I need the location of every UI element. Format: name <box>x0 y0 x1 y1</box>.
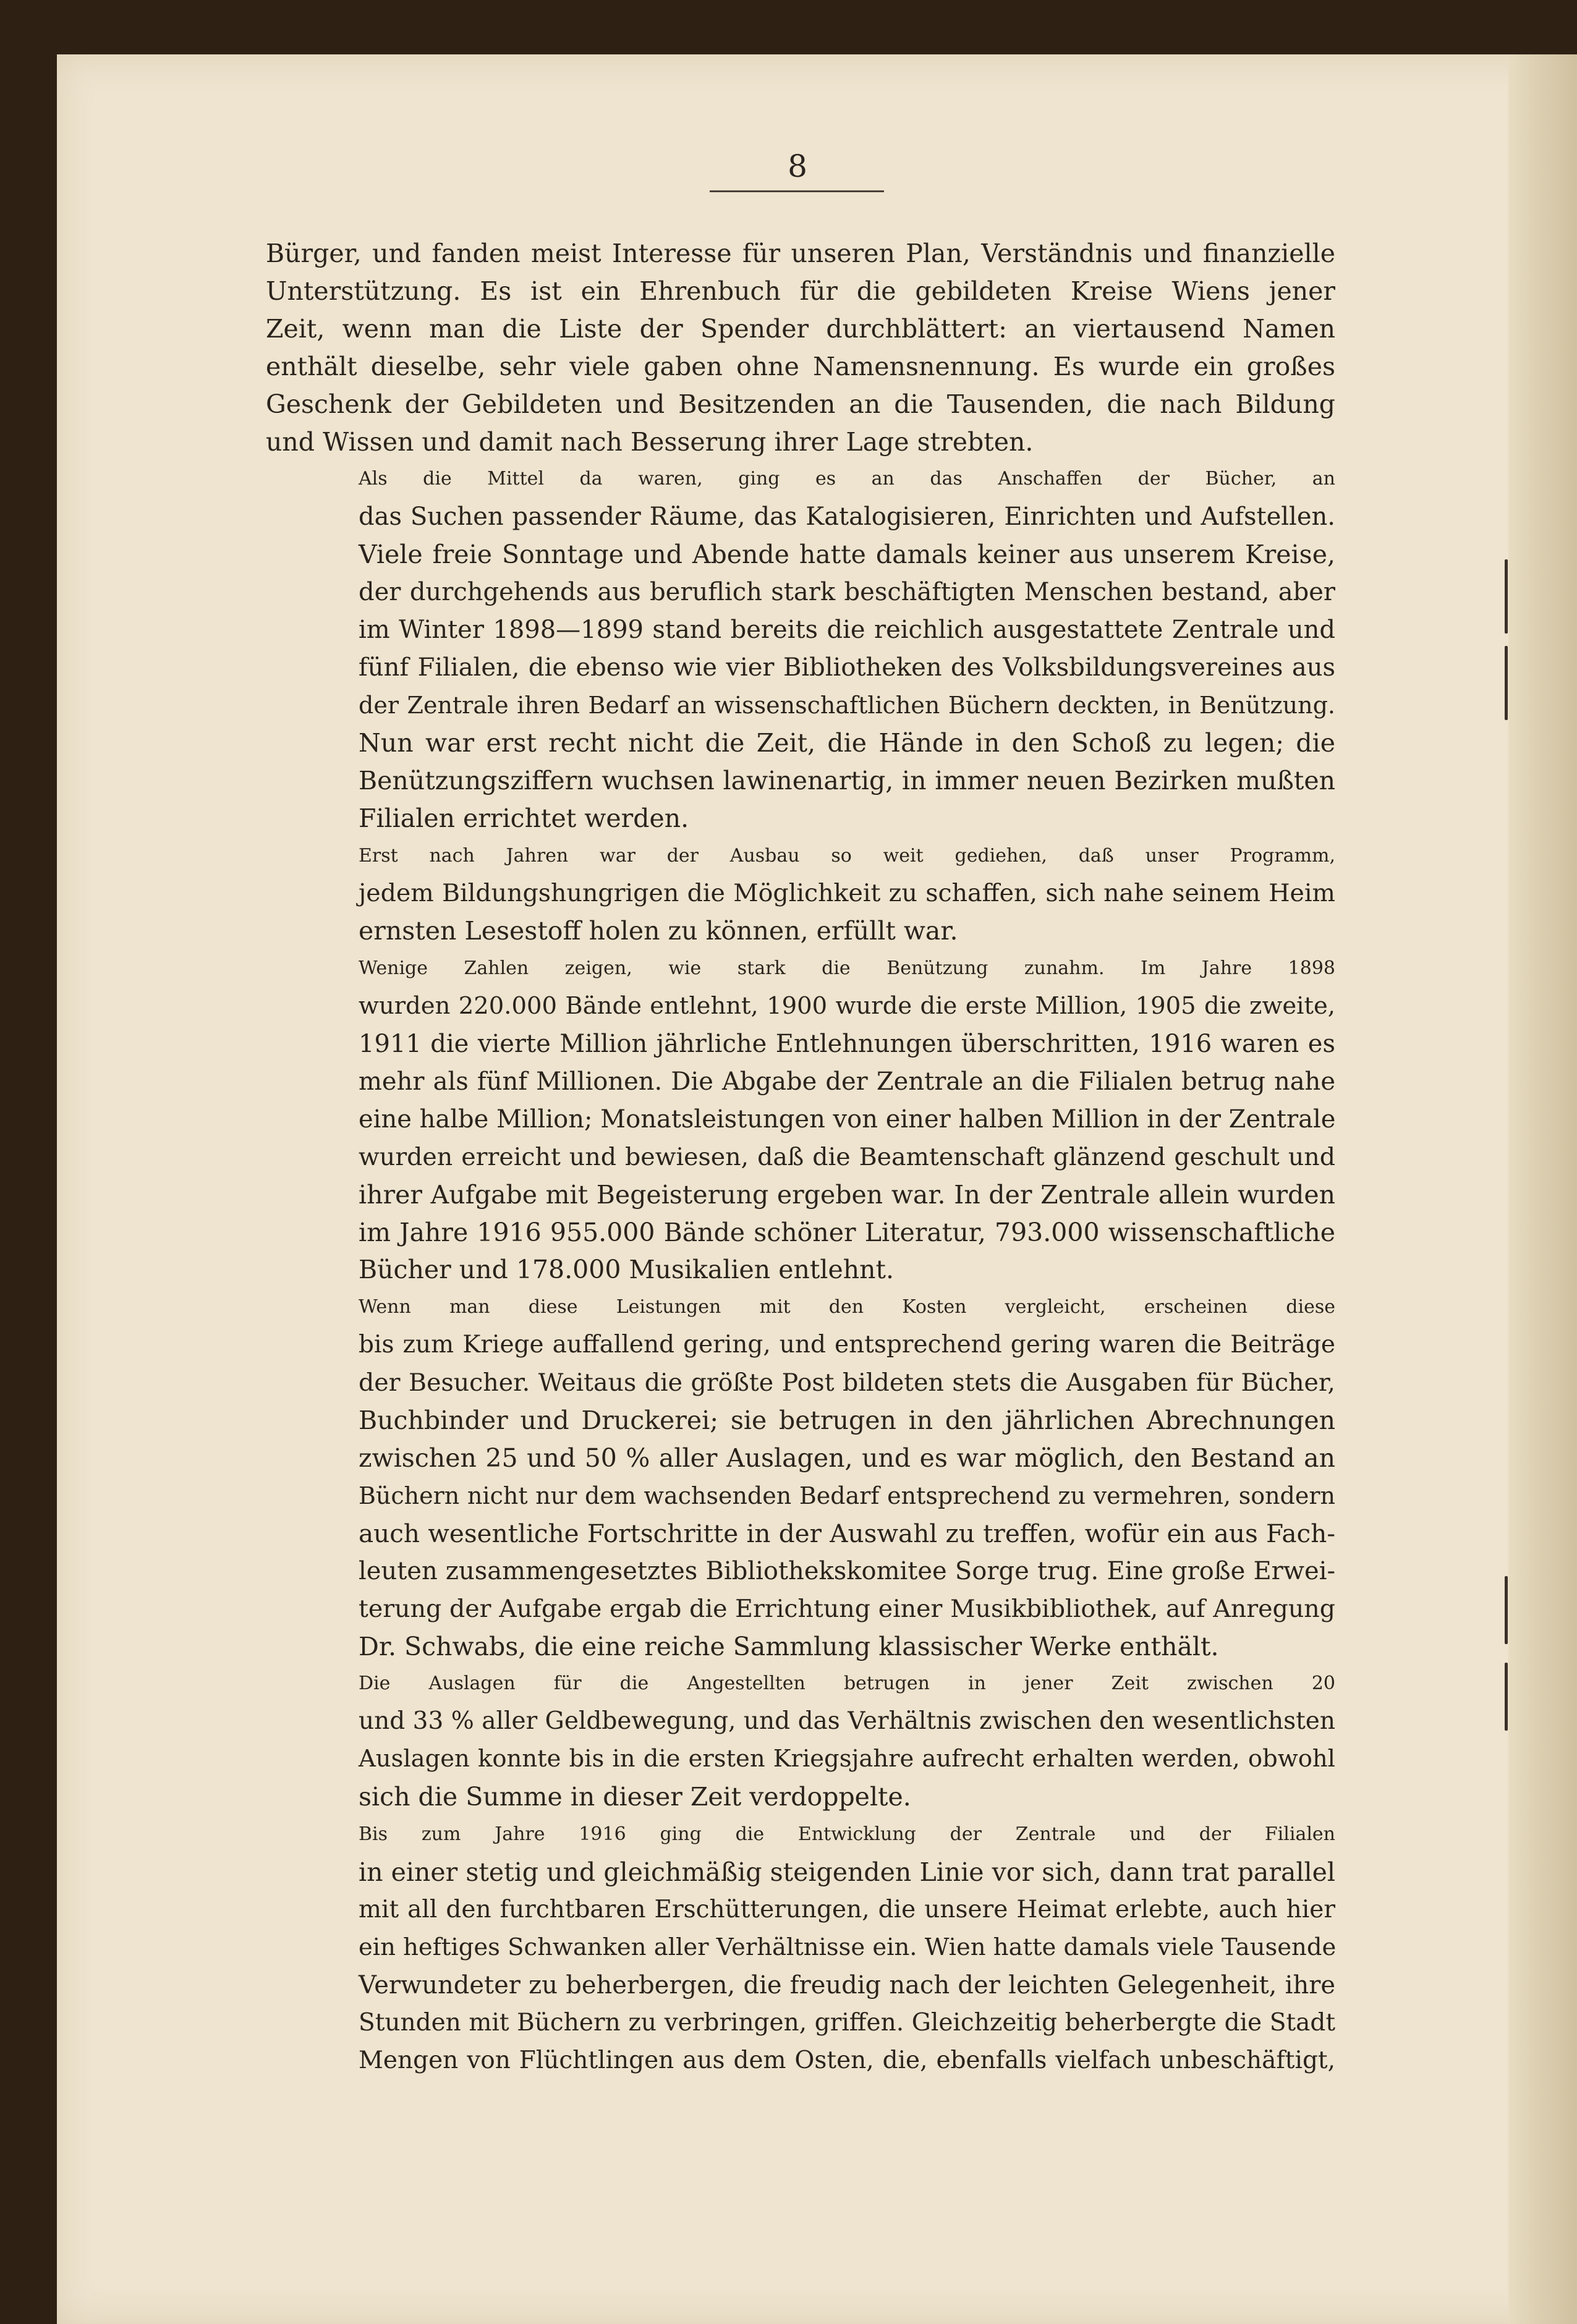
text-line: Die Auslagen für die Angestellten betrugen in jener Zeit zwischen 20 <box>359 1673 1335 1695</box>
text-line: Geschenk der Gebildeten und Besitzenden an die Tausenden, die nach Bildung <box>266 389 1335 419</box>
text-line: im Winter 1898—1899 stand bereits die reichlich ausgestattete Zentrale und <box>359 616 1335 645</box>
body-text <box>266 235 1335 2079</box>
paragraph <box>266 1289 1335 1665</box>
text-line: jedem Bildungshungrigen die Möglichkeit zu schaffen, sich nahe seinem Heim <box>359 879 1335 908</box>
text-line: Zeit, wenn man die Liste der Spender durchblättert: an viertausend Namen <box>266 313 1335 344</box>
text-line: Filialen errichtet werden. <box>359 803 689 833</box>
text-line: Bücher und 178.000 Musikalien entlehnt. <box>359 1255 895 1285</box>
text-line: mit all den furchtbaren Erschütterungen, die unsere Heimat erlebte, auch hier <box>359 1895 1335 1923</box>
text-line: Erst nach Jahren war der Ausbau so weit gediehen, daß unser Programm, <box>359 844 1335 867</box>
text-line: mehr als fünf Millionen. Die Abgabe der Zentrale an die Filialen betrug nahe <box>359 1067 1335 1096</box>
text-line: terung der Aufgabe ergab die Errichtung einer Musikbibliothek, auf Anregung <box>359 1594 1335 1623</box>
text-line: Als die Mittel da waren, ging es an das Anschaffen der Bücher, an <box>359 468 1335 490</box>
text-line: auch wesentliche Fortschritte in der Auswahl zu treffen, wofür ein aus Fach- <box>359 1518 1335 1548</box>
text-line: ihrer Aufgabe mit Begeisterung ergeben war. In der Zentrale allein wurden <box>359 1179 1335 1210</box>
text-line: in einer stetig und gleichmäßig steigenden Linie vor sich, dann trat parallel <box>359 1857 1335 1887</box>
text-line: Buchbinder und Druckerei; sie betrugen in den jährlichen Abrechnungen <box>359 1406 1335 1436</box>
text-line: Auslagen konnte bis in die ersten Kriegsjahre aufrecht erhalten werden, obwohl <box>359 1745 1335 1773</box>
paragraph <box>266 235 1335 460</box>
text-line: 1911 die vierte Million jährliche Entlehnungen überschritten, 1916 waren es <box>359 1030 1335 1059</box>
paragraph <box>266 1665 1335 1816</box>
text-line: im Jahre 1916 955.000 Bände schöner Literatur, 793.000 wissenschaftliche <box>359 1217 1335 1247</box>
text-line: ein heftiges Schwanken aller Verhältnisse ein. Wien hatte damals viele Tausende <box>359 1933 1337 1961</box>
text-line: eine halbe Million; Monatsleistungen von einer halben Million in der Zentrale <box>359 1105 1336 1134</box>
text-line: Dr. Schwabs, die eine reiche Sammlung klassischer Werke enthält. <box>359 1631 1219 1661</box>
text-line: Wenn man diese Leistungen mit den Kosten vergleicht, erscheinen diese <box>359 1296 1335 1318</box>
text-line: Benützungsziffern wuchsen lawinenartig, in immer neuen Bezirken mußten <box>359 765 1335 795</box>
text-line: Wenige Zahlen zeigen, wie stark die Benützung zunahm. Im Jahre 1898 <box>359 957 1335 980</box>
text-line: Mengen von Flüchtlingen aus dem Osten, die, ebenfalls vielfach unbeschäftigt, <box>359 2046 1335 2074</box>
header-rule <box>710 190 884 192</box>
text-line: Büchern nicht nur dem wachsenden Bedarf entsprechend zu vermehren, sondern <box>359 1482 1335 1509</box>
binding-mark <box>1505 646 1508 720</box>
text-line: Bürger, und fanden meist Interesse für unseren Plan, Verständnis und finanzielle <box>266 239 1335 268</box>
text-line: Stunden mit Büchern zu verbringen, griffen. Gleichzeitig beherbergte die Stadt <box>359 2008 1335 2037</box>
text-line: Nun war erst recht nicht die Zeit, die Hände in den Schoß zu legen; die <box>359 727 1335 758</box>
text-line: ernsten Lesestoff holen zu können, erfüllt war. <box>359 916 958 946</box>
text-line: der durchgehends aus beruflich stark beschäftigten Menschen bestand, aber <box>359 578 1335 607</box>
text-line: und 33 % aller Geldbewegung, und das Verhältnis zwischen den wesentlichsten <box>359 1707 1335 1736</box>
paragraph <box>266 1816 1335 2079</box>
text-line: sich die Summe in dieser Zeit verdoppelte. <box>359 1782 911 1812</box>
text-line: und Wissen und damit nach Besserung ihrer Lage strebten. <box>266 426 1034 457</box>
text-line: enthält dieselbe, sehr viele gaben ohne Namensnennung. Es wurde ein großes <box>266 351 1335 381</box>
text-line: das Suchen passender Räume, das Katalogisieren, Einrichten und Aufstellen. <box>359 503 1335 532</box>
text-line: Viele freie Sonntage und Abende hatte damals keiner aus unserem Kreise, <box>359 540 1335 570</box>
text-line: fünf Filialen, die ebenso wie vier Bibliotheken des Volksbildungsvereines aus <box>359 653 1335 682</box>
book-spine <box>1508 54 1577 2324</box>
text-line: wurden erreicht und bewiesen, daß die Beamtenschaft glänzend geschult und <box>359 1142 1335 1171</box>
text-line: Unterstützung. Es ist ein Ehrenbuch für die gebildeten Kreise Wiens jener <box>266 276 1335 306</box>
text-line: der Besucher. Weitaus die größte Post bildeten stets die Ausgaben für Bücher, <box>359 1368 1335 1397</box>
binding-mark <box>1505 559 1508 634</box>
paragraph <box>266 838 1335 951</box>
binding-mark <box>1505 1663 1508 1731</box>
text-line: zwischen 25 und 50 % aller Auslagen, und es war möglich, den Bestand an <box>359 1443 1335 1473</box>
text-line: Bis zum Jahre 1916 ging die Entwicklung der Zentrale und der Filialen <box>359 1823 1335 1846</box>
text-line: bis zum Kriege auffallend gering, und entsprechend gering waren die Beiträge <box>359 1331 1335 1359</box>
text-line: leuten zusammengesetztes Bibliothekskomitee Sorge trug. Eine große Erwei- <box>359 1556 1335 1585</box>
paragraph <box>266 950 1335 1289</box>
page-number: 8 <box>788 148 807 184</box>
text-line: der Zentrale ihren Bedarf an wissenschaftlichen Büchern deckten, in Benützung. <box>359 691 1335 719</box>
binding-mark <box>1505 1576 1508 1644</box>
text-line: Verwundeter zu beherbergen, die freudig nach der leichten Gelegenheit, ihre <box>359 1970 1335 2000</box>
text-line: wurden 220.000 Bände entlehnt, 1900 wurde die erste Million, 1905 die zweite, <box>359 992 1335 1020</box>
paragraph <box>266 460 1335 837</box>
